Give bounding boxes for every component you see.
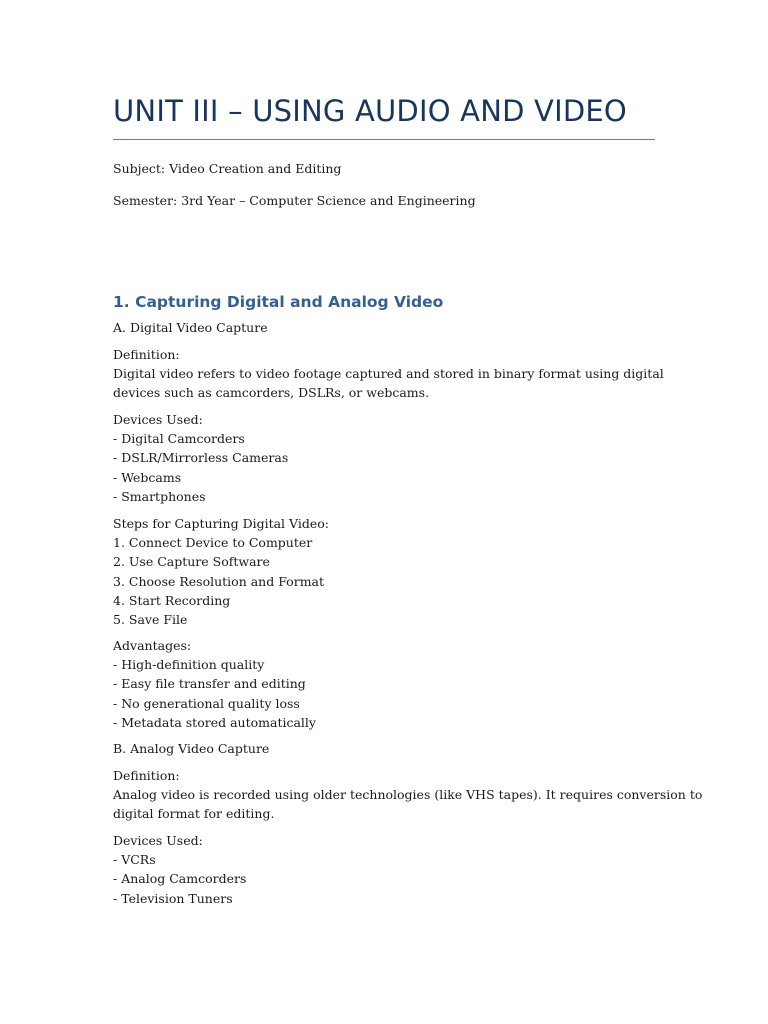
digital-definition-line: devices such as camcorders, DSLRs, or webcams. <box>113 385 430 401</box>
list-item: 3. Choose Resolution and Format <box>113 573 325 589</box>
list-item: 1. Connect Device to Computer <box>113 535 313 551</box>
digital-definition-label: Definition: <box>113 347 180 362</box>
title-underline <box>113 139 655 140</box>
digital-steps-label: Steps for Capturing Digital Video: <box>113 516 329 531</box>
list-item: 4. Start Recording <box>113 592 231 608</box>
analog-definition <box>113 766 703 824</box>
digital-definition-line: Digital video refers to video footage captured and stored in binary format using digital <box>113 366 664 382</box>
list-item: - Webcams <box>113 469 182 485</box>
list-item: - High-definition quality <box>113 657 265 673</box>
digital-definition <box>113 345 673 403</box>
section-heading: 1. Capturing Digital and Analog Video <box>113 293 444 311</box>
digital-devices-label: Devices Used: <box>113 412 203 427</box>
subject-line: Subject: Video Creation and Editing <box>113 161 342 176</box>
digital-subheading <box>113 318 673 337</box>
analog-definition-label: Definition: <box>113 768 180 783</box>
analog-devices-label: Devices Used: <box>113 833 203 848</box>
list-item: - Digital Camcorders <box>113 431 245 447</box>
analog-subheading <box>113 739 673 758</box>
list-item: - Easy file transfer and editing <box>113 676 306 692</box>
document-title: UNIT III – USING AUDIO AND VIDEO <box>113 94 627 128</box>
digital-steps <box>113 514 673 629</box>
list-item: 5. Save File <box>113 612 188 628</box>
list-item: - Metadata stored automatically <box>113 714 316 730</box>
analog-definition-line: Analog video is recorded using older technologies (like VHS tapes). It requires conversion to <box>113 787 703 803</box>
analog-subheading-text: B. Analog Video Capture <box>113 741 270 756</box>
digital-subheading-text: A. Digital Video Capture <box>113 320 268 335</box>
list-item: - Smartphones <box>113 488 206 504</box>
list-item: - Television Tuners <box>113 890 233 906</box>
digital-advantages-label: Advantages: <box>113 638 192 653</box>
list-item: - Analog Camcorders <box>113 871 247 887</box>
digital-advantages <box>113 636 673 732</box>
list-item: 2. Use Capture Software <box>113 554 270 570</box>
digital-devices <box>113 410 673 506</box>
list-item: - VCRs <box>113 852 156 868</box>
semester-line: Semester: 3rd Year – Computer Science and Engineering <box>113 193 476 208</box>
analog-devices <box>113 831 673 908</box>
analog-definition-line: digital format for editing. <box>113 806 275 822</box>
list-item: - No generational quality loss <box>113 695 300 711</box>
list-item: - DSLR/Mirrorless Cameras <box>113 450 289 466</box>
